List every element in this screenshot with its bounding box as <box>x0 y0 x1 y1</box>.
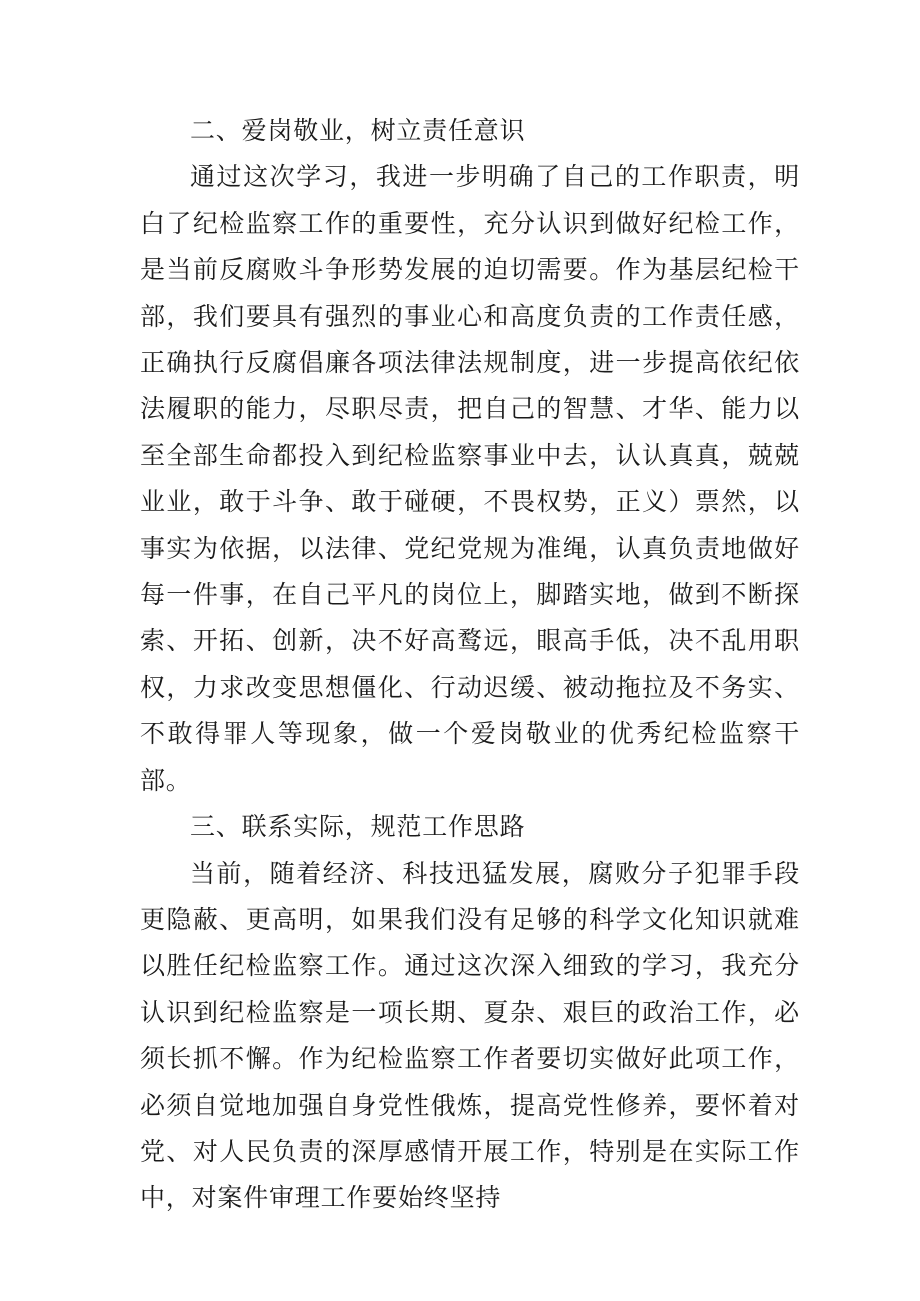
document-body <box>140 108 800 1222</box>
section-heading-3: 三、联系实际，规范工作思路 <box>190 812 526 842</box>
section-heading-2: 二、爱岗敬业，树立责任意识 <box>190 116 526 145</box>
section-3-paragraph: 当前，随着经济、科技迅猛发展，腐败分子犯罪手段更隐蔽、更高明，如果我们没有足够的科学文化知识就难以胜任纪检监察工作。通过这次深入细致的学习，我充分认识到纪检监察是一项长期、夏杂、艰巨的政治工作，必须长抓不懈。作为纪检监察工作者要切实做好此项工作，必须自觉地加强自身党性俄炼，提高党性修养，要怀着对党、对人民负责的深厚感情开展工作，特别是在实际工作中，对案件审理工作要始终坚持 <box>140 858 800 1213</box>
section-2-paragraph: 通过这次学习，我进一步明确了自己的工作职责，明白了纪检监察工作的重要性，充分认识到做好纪检工作，是当前反腐败斗争形势发展的迫切需要。作为基层纪检干部，我们要具有强烈的事业心和高度负责的工作责任感，正确执行反腐倡廉各项法律法规制度，进一步提高依纪依法履职的能力，尽职尽责，把自己的智慧、才华、能力以至全部生命都投入到纪检监察事业中去，认认真真，兢兢业业，敢于斗争、敢于碰硬，不畏权势，正义）票然，以事实为依据，以法律、党纪党规为准绳，认真负责地做好每一件事，在自己平凡的岗位上，脚踏实地，做到不断探索、开拓、创新，决不好高鹜远，眼高手低，决不乱用职权，力求改变思想僵化、行动迟缓、被动拖拉及不务实、不敢得罪人等现象，做一个爱岗敬业的优秀纪检监察干部。 <box>140 162 800 795</box>
